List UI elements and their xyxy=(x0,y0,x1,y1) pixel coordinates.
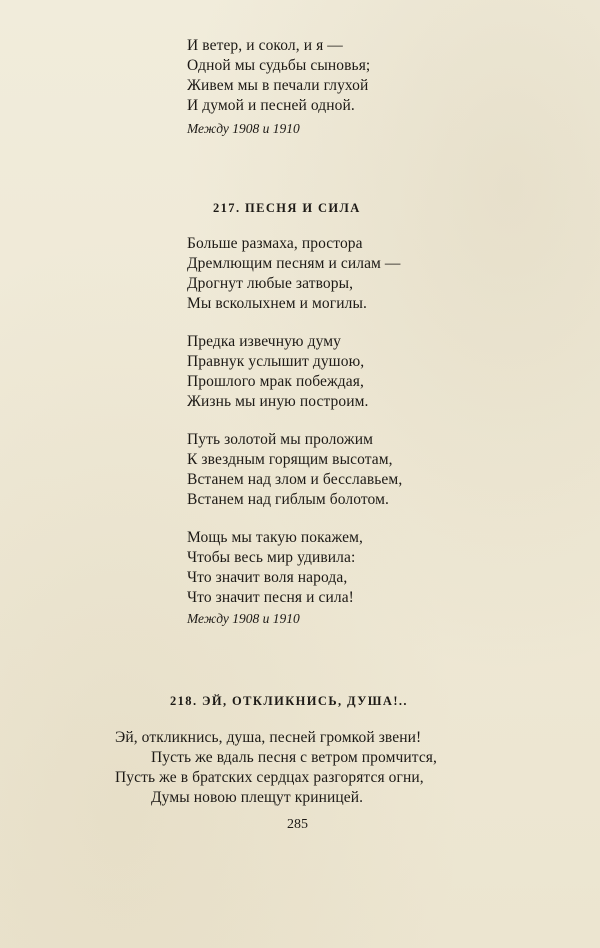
page-number: 285 xyxy=(287,817,308,832)
poem-date: Между 1908 и 1910 xyxy=(187,121,300,136)
verse-line: Больше размаха, простора xyxy=(187,235,363,252)
verse-line: Чтобы весь мир удивила: xyxy=(187,549,356,566)
verse-line: Пусть же вдаль песня с ветром промчится, xyxy=(151,749,438,766)
verse-line: Пусть же в братских сердцах разгорятся огни, xyxy=(115,769,424,786)
poem-date: Между 1908 и 1910 xyxy=(187,611,300,626)
verse-line: Мы всколыхнем и могилы. xyxy=(187,295,367,312)
verse-line: И думой и песней одной. xyxy=(187,97,355,114)
verse-line: Встанем над злом и бесславьем, xyxy=(187,471,403,488)
verse-line: Правнук услышит душою, xyxy=(187,353,365,370)
poem-title: 218. ЭЙ, ОТКЛИКНИСЬ, ДУША!.. xyxy=(170,694,408,708)
verse-line: Мощь мы такую покажем, xyxy=(187,529,363,546)
verse-line: Живем мы в печали глухой xyxy=(187,77,369,94)
verse-line: К звездным горящим высотам, xyxy=(187,451,393,468)
verse-line: Путь золотой мы проложим xyxy=(187,431,374,448)
verse-line: Жизнь мы иную построим. xyxy=(187,393,369,410)
verse-line: Эй, откликнись, душа, песней громкой звени! xyxy=(115,729,422,746)
verse-line: Дремлющим песням и силам — xyxy=(187,255,401,272)
verse-line: Что значит воля народа, xyxy=(187,569,348,586)
poem-title: 217. ПЕСНЯ И СИЛА xyxy=(213,201,361,215)
verse-line: И ветер, и сокол, и я — xyxy=(187,37,343,54)
verse-line: Думы новою плещут криницей. xyxy=(151,789,364,806)
verse-line: Одной мы судьбы сыновья; xyxy=(187,57,371,74)
verse-line: Встанем над гиблым болотом. xyxy=(187,491,389,508)
verse-line: Дрогнут любые затворы, xyxy=(187,275,354,292)
verse-line: Прошлого мрак побеждая, xyxy=(187,373,364,390)
verse-line: Предка извечную думу xyxy=(187,333,341,350)
verse-line: Что значит песня и сила! xyxy=(187,589,354,606)
